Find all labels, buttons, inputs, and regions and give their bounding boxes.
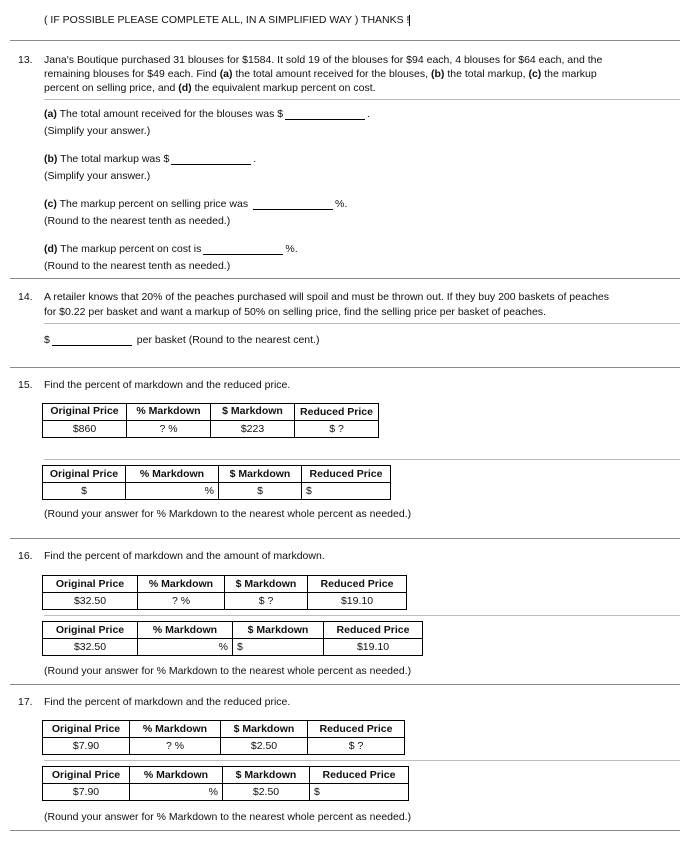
q14-answer-input[interactable] — [52, 334, 132, 346]
q15-given-table — [42, 403, 379, 438]
q13c-text: The markup percent on selling price was — [56, 198, 249, 210]
cell-reduced-price: $19.10 — [308, 593, 407, 610]
q16-dollar-markdown-input[interactable]: $ — [233, 639, 324, 656]
cell-percent-markdown: ? % — [130, 738, 221, 755]
header-original-price: Original Price — [43, 767, 130, 784]
q13-prompt-line1: Jana's Boutique purchased 31 blouses for $1584. It sold 19 of the blouses for $94 each, 4 blouses for $64 each, and the — [44, 54, 603, 66]
q14-prompt-line1: A retailer knows that 20% of the peaches purchased will spoil and must be thrown out. If they buy 200 baskets of peaches — [44, 291, 610, 303]
header-percent-markdown: % Markdown — [138, 622, 233, 639]
divider — [10, 684, 680, 685]
q13b-answer-input[interactable] — [171, 153, 251, 165]
text: remaining blouses for $49 each. Find — [44, 68, 220, 80]
q13d-row — [44, 243, 298, 255]
q15-reduced-price-input[interactable]: $ — [302, 483, 391, 500]
part-tag: (a) — [219, 68, 233, 80]
q14-number: 14. — [18, 291, 33, 303]
header-percent-markdown: % Markdown — [138, 576, 225, 593]
header-original-price: Original Price — [43, 576, 138, 593]
divider — [44, 760, 680, 761]
q14-prompt-line2: for $0.22 per basket and want a markup of 50% on selling price, find the selling price per basket of peaches. — [44, 306, 546, 318]
q17-note: (Round your answer for % Markdown to the nearest whole percent as needed.) — [44, 811, 412, 823]
cell-original-price: $32.50 — [43, 593, 138, 610]
cell-dollar-markdown: $ ? — [225, 593, 308, 610]
q14-suffix: per basket (Round to the nearest cent.) — [136, 334, 320, 346]
divider — [44, 615, 680, 616]
header-percent-markdown: % Markdown — [130, 721, 221, 738]
q17-percent-markdown-input[interactable]: % — [130, 784, 223, 801]
text: the equivalent markup percent on cost. — [191, 82, 376, 94]
part-tag: (d) — [178, 82, 192, 94]
cell-original-price: $7.90 — [43, 738, 130, 755]
header-original-price: Original Price — [43, 721, 130, 738]
text: the total markup, — [444, 68, 529, 80]
period: . — [367, 108, 371, 120]
cell-original-price: $7.90 — [43, 784, 130, 801]
part-tag: (c) — [528, 68, 542, 80]
q17-number: 17. — [18, 696, 33, 708]
cell-percent-markdown: ? % — [138, 593, 225, 610]
divider — [44, 323, 680, 324]
cell-reduced-price: $ ? — [308, 738, 405, 755]
q13d-answer-input[interactable] — [203, 243, 283, 255]
cell-reduced-price: $19.10 — [324, 639, 423, 656]
cell-percent-markdown: ? % — [127, 421, 211, 438]
header-reduced-price: Reduced Price — [308, 576, 407, 593]
q13a-answer-input[interactable] — [285, 108, 365, 120]
q13-number: 13. — [18, 54, 33, 66]
text: the total amount received for the blouses, — [232, 68, 431, 80]
header-percent-markdown: % Markdown — [126, 466, 219, 483]
q16-given-table — [42, 575, 407, 610]
header-percent-markdown: % Markdown — [130, 767, 223, 784]
q13c-hint: (Round to the nearest tenth as needed.) — [44, 215, 231, 227]
header-dollar-markdown: $ Markdown — [233, 622, 324, 639]
cell-original-price: $32.50 — [43, 639, 138, 656]
q16-answer-table — [42, 621, 423, 656]
q15-dollar-markdown-cell: $ — [219, 483, 302, 500]
header-reduced-price: Reduced Price — [310, 767, 409, 784]
q17-given-table — [42, 720, 405, 755]
q13b-row — [44, 153, 256, 165]
cell-dollar-markdown: $223 — [211, 421, 295, 438]
page-header — [44, 14, 410, 26]
q14-answer-row — [44, 334, 319, 346]
header-dollar-markdown: $ Markdown — [225, 576, 308, 593]
q13d-hint: (Round to the nearest tenth as needed.) — [44, 260, 231, 272]
q13c-answer-input[interactable] — [253, 198, 333, 210]
q16-number: 16. — [18, 550, 33, 562]
cell-dollar-markdown: $2.50 — [223, 784, 310, 801]
header-dollar-markdown: $ Markdown — [211, 404, 295, 421]
part-tag: (a) — [44, 108, 57, 120]
header-reduced-price: Reduced Price — [302, 466, 391, 483]
part-tag: (c) — [44, 198, 57, 210]
q16-percent-markdown-input[interactable]: % — [138, 639, 233, 656]
q13b-text: The total markup was $ — [57, 153, 170, 165]
q13a-text: The total amount received for the blouses was $ — [56, 108, 284, 120]
q15-number: 15. — [18, 379, 33, 391]
q16-note: (Round your answer for % Markdown to the nearest whole percent as needed.) — [44, 665, 412, 677]
q15-prompt: Find the percent of markdown and the reduced price. — [44, 379, 291, 391]
period: . — [253, 153, 257, 165]
q17-prompt: Find the percent of markdown and the reduced price. — [44, 696, 291, 708]
text-cursor — [409, 15, 410, 26]
q16-prompt: Find the percent of markdown and the amount of markdown. — [44, 550, 325, 562]
percent-sign: %. — [285, 243, 298, 255]
dollar-sign: $ — [44, 334, 50, 346]
part-tag: (b) — [430, 68, 445, 80]
q13-prompt-line2 — [44, 68, 597, 80]
header-reduced-price: Reduced Price — [324, 622, 423, 639]
cell-original-price: $860 — [43, 421, 127, 438]
text: the markup — [541, 68, 597, 80]
q15-answer-table — [42, 465, 391, 500]
divider — [10, 278, 680, 279]
header-percent-markdown: % Markdown — [127, 404, 211, 421]
divider — [44, 459, 680, 460]
cell-original-price: $ — [43, 483, 126, 500]
header-reduced-price: Reduced Price — [308, 721, 405, 738]
q13c-row — [44, 198, 347, 210]
q13a-row — [44, 108, 370, 120]
divider — [10, 367, 680, 368]
part-tag: (b) — [44, 153, 58, 165]
header-dollar-markdown: $ Markdown — [221, 721, 308, 738]
q17-reduced-price-input[interactable]: $ — [310, 784, 409, 801]
header-original-price: Original Price — [43, 404, 127, 421]
header-original-price: Original Price — [43, 622, 138, 639]
q15-note: (Round your answer for % Markdown to the nearest whole percent as needed.) — [44, 508, 412, 520]
cell-dollar-markdown: $2.50 — [221, 738, 308, 755]
header-original-price: Original Price — [43, 466, 126, 483]
divider — [44, 99, 680, 100]
q13a-hint: (Simplify your answer.) — [44, 125, 151, 137]
divider — [10, 538, 680, 539]
q13b-hint: (Simplify your answer.) — [44, 170, 151, 182]
q15-percent-markdown-input[interactable]: % — [126, 483, 219, 500]
header-text: ( IF POSSIBLE PLEASE COMPLETE ALL, IN A SIMPLIFIED WAY ) THANKS ! — [44, 14, 410, 26]
divider — [10, 830, 680, 831]
part-tag: (d) — [44, 243, 58, 255]
header-dollar-markdown: $ Markdown — [223, 767, 310, 784]
percent-sign: %. — [335, 198, 348, 210]
header-dollar-markdown: $ Markdown — [219, 466, 302, 483]
q13d-text: The markup percent on cost is — [57, 243, 202, 255]
divider — [10, 40, 680, 41]
q17-answer-table — [42, 766, 409, 801]
header-reduced-price: Reduced Price — [295, 404, 379, 421]
q13-prompt-line3 — [44, 82, 376, 94]
cell-reduced-price: $ ? — [295, 421, 379, 438]
text: percent on selling price, and — [44, 82, 179, 94]
